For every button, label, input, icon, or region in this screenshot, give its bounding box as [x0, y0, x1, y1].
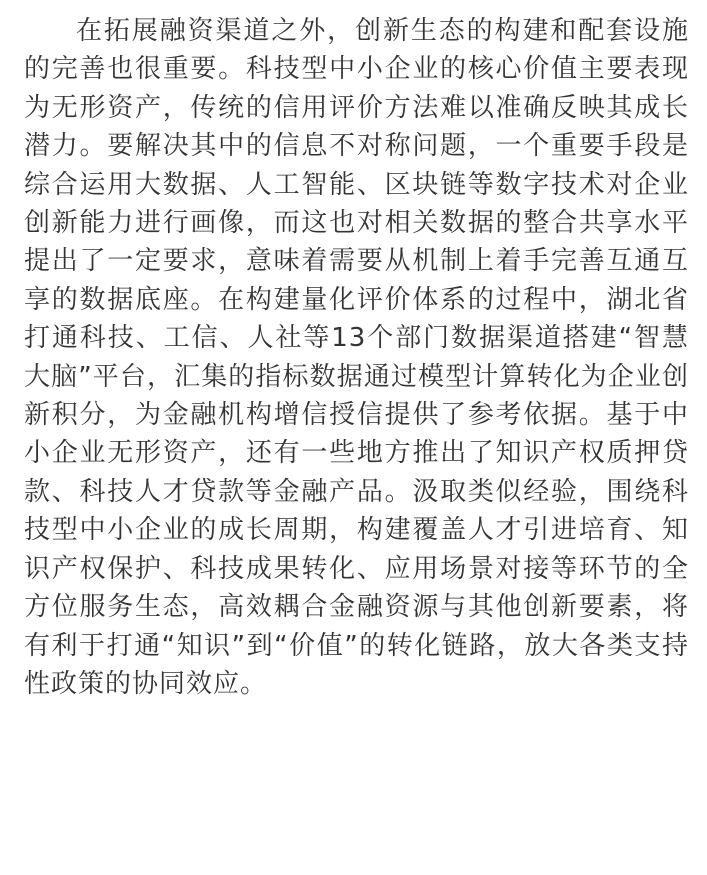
- article-body: [24, 12, 689, 703]
- article-paragraph: 在拓展融资渠道之外，创新生态的构建和配套设施的完善也很重要。科技型中小企业的核心价值主要表现为无形资产，传统的信用评价方法难以准确反映其成长潜力。要解决其中的信息不对称问题，一个重要手段是综合运用大数据、人工智能、区块链等数字技术对企业创新能力进行画像，而这也对相关数据的整合共享水平提出了一定要求，意味着需要从机制上着手完善互通互享的数据底座。在构建量化评价体系的过程中，湖北省打通科技、工信、人社等13个部门数据渠道搭建“智慧大脑”平台，汇集的指标数据通过模型计算转化为企业创新积分，为金融机构增信授信提供了参考依据。基于中小企业无形资产，还有一些地方推出了知识产权质押贷款、科技人才贷款等金融产品。汲取类似经验，围绕科技型中小企业的成长周期，构建覆盖人才引进培育、知识产权保护、科技成果转化、应用场景对接等环节的全方位服务生态，高效耦合金融资源与其他创新要素，将有利于打通“知识”到“价值”的转化链路，放大各类支持性政策的协同效应。: [24, 16, 689, 699]
